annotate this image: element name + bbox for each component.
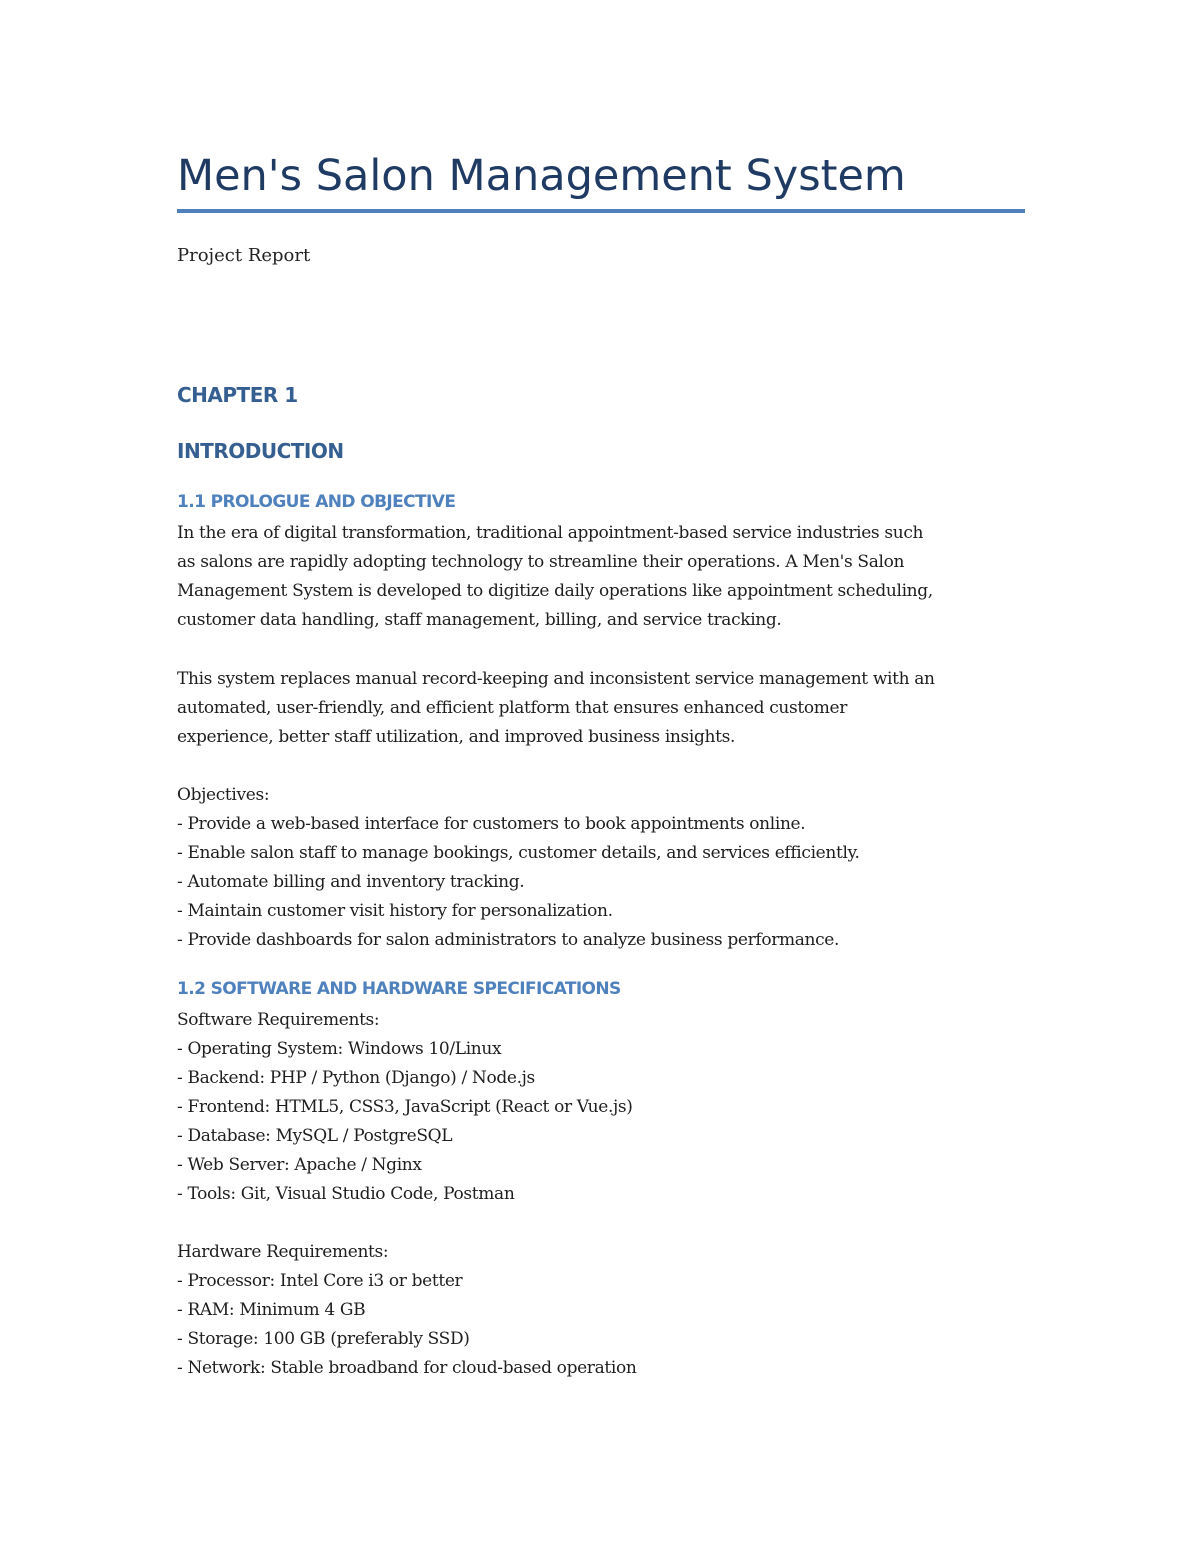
- list-item: - Web Server: Apache / Nginx: [177, 1155, 422, 1175]
- document-title: Men's Salon Management System: [177, 151, 906, 201]
- paragraph-line: Management System is developed to digitize daily operations like appointment scheduling,: [177, 581, 933, 601]
- list-item: - Tools: Git, Visual Studio Code, Postman: [177, 1184, 515, 1204]
- paragraph-system: [177, 665, 1025, 752]
- paragraph-line: automated, user-friendly, and efficient platform that ensures enhanced customer: [177, 698, 848, 718]
- list-item: - Processor: Intel Core i3 or better: [177, 1271, 463, 1291]
- list-item: - Maintain customer visit history for personalization.: [177, 901, 613, 921]
- paragraph-line: as salons are rapidly adopting technology to streamline their operations. A Men's Salon: [177, 552, 905, 572]
- title-underline: [177, 209, 1025, 213]
- objectives-label: Objectives:: [177, 785, 270, 805]
- list-item: - Backend: PHP / Python (Django) / Node.js: [177, 1068, 535, 1088]
- paragraph-line: This system replaces manual record-keeping and inconsistent service management with an: [177, 669, 935, 689]
- list-item: - Provide a web-based interface for customers to book appointments online.: [177, 814, 806, 834]
- list-item: - RAM: Minimum 4 GB: [177, 1300, 366, 1320]
- chapter-label: CHAPTER 1: [177, 383, 298, 407]
- paragraph-intro: [177, 519, 1025, 635]
- chapter-title: INTRODUCTION: [177, 439, 344, 463]
- objectives-list: [177, 781, 1025, 955]
- list-item: - Frontend: HTML5, CSS3, JavaScript (React or Vue.js): [177, 1097, 633, 1117]
- hardware-label: Hardware Requirements:: [177, 1242, 389, 1262]
- list-item: - Database: MySQL / PostgreSQL: [177, 1126, 453, 1146]
- document-subtitle: Project Report: [177, 245, 311, 266]
- list-item: - Enable salon staff to manage bookings, customer details, and services efficiently.: [177, 843, 860, 863]
- list-item: - Storage: 100 GB (preferably SSD): [177, 1329, 470, 1349]
- software-requirements-list: [177, 1006, 1025, 1209]
- list-item: - Network: Stable broadband for cloud-based operation: [177, 1358, 637, 1378]
- paragraph-line: In the era of digital transformation, traditional appointment-based service industries such: [177, 523, 924, 543]
- software-label: Software Requirements:: [177, 1010, 380, 1030]
- section-heading-1-2: 1.2 SOFTWARE AND HARDWARE SPECIFICATIONS: [177, 979, 621, 999]
- list-item: - Provide dashboards for salon administrators to analyze business performance.: [177, 930, 840, 950]
- hardware-requirements-list: [177, 1238, 1025, 1383]
- paragraph-line: experience, better staff utilization, and improved business insights.: [177, 727, 736, 747]
- paragraph-line: customer data handling, staff management, billing, and service tracking.: [177, 610, 782, 630]
- list-item: - Automate billing and inventory tracking.: [177, 872, 525, 892]
- section-heading-1-1: 1.1 PROLOGUE AND OBJECTIVE: [177, 492, 456, 512]
- list-item: - Operating System: Windows 10/Linux: [177, 1039, 502, 1059]
